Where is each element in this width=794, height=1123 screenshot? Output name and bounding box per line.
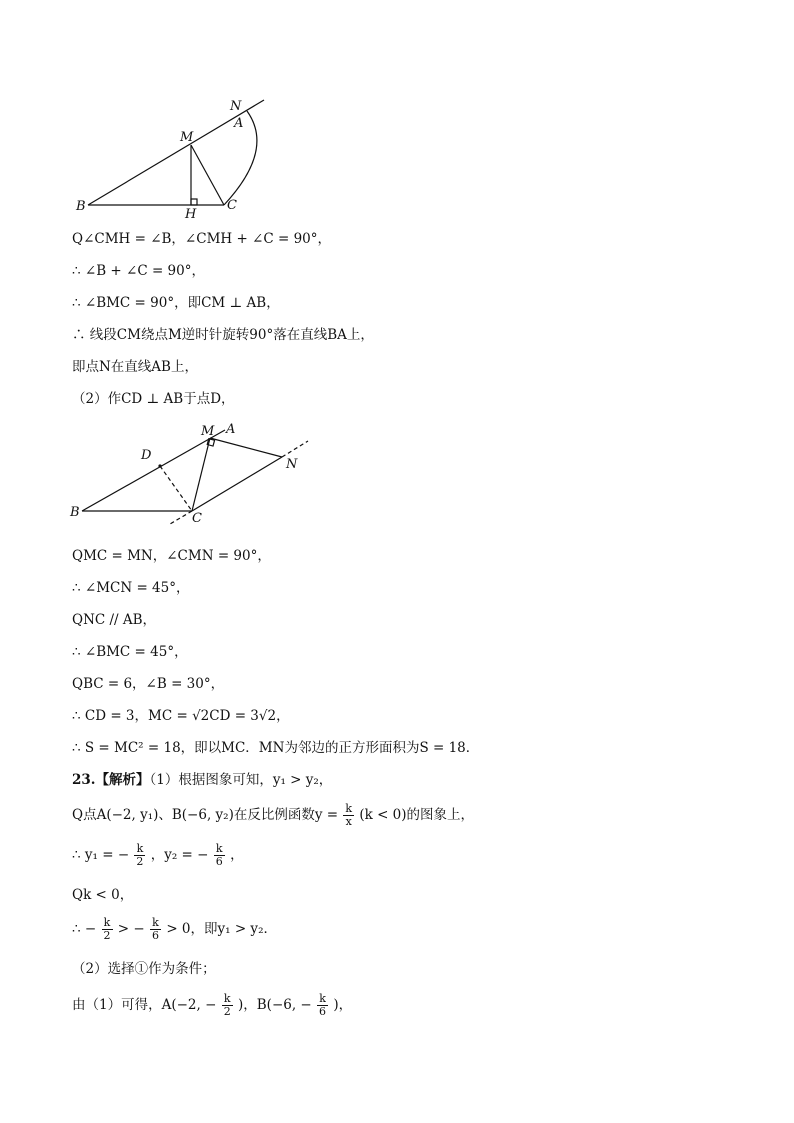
line-c-d xyxy=(160,466,192,511)
line-c-ext xyxy=(170,511,192,524)
label-b: B xyxy=(70,505,80,520)
fraction: $\frac{k}{2}$ xyxy=(136,842,144,868)
label-m: M xyxy=(180,130,194,145)
text-line: ∴ ∠B + ∠C = 90°， xyxy=(72,263,205,279)
q23-text: ∴ − xyxy=(72,921,97,937)
fraction: $\frac{k}{2}$ xyxy=(223,992,231,1018)
q23-text: 由（1）可得，A(−2, − xyxy=(72,997,217,1013)
text-line: ∴ ∠BMC = 45°， xyxy=(72,644,188,660)
q23-text: ，y₂ = − xyxy=(150,847,209,863)
label-c: C xyxy=(192,511,202,526)
label-m: M xyxy=(201,424,215,439)
q23-line-3 xyxy=(72,840,244,870)
text-line: ∴ CD = 3，MC = √2CD = 3√2， xyxy=(72,708,290,724)
fraction: $\frac{k}{6}$ xyxy=(215,842,223,868)
q23-line-6: （2）选择①作为条件； xyxy=(72,961,216,977)
line-m-n xyxy=(210,438,282,457)
q23-line-7 xyxy=(72,990,352,1020)
q23-tag: 【解析】 xyxy=(95,772,150,788)
line-b-a xyxy=(82,430,225,511)
text-line: Q∠CMH = ∠B，∠CMH + ∠C = 90°， xyxy=(72,231,332,247)
q23-text: > − xyxy=(117,921,145,937)
q23-text: ， xyxy=(230,847,244,863)
line-c-n xyxy=(192,457,282,511)
right-angle-mark xyxy=(207,439,214,446)
point-d xyxy=(158,464,161,467)
fraction: $\frac{k}{6}$ xyxy=(152,916,160,942)
text-line: ∴ ∠BMC = 90°，即CM ⊥ AB， xyxy=(72,295,280,311)
text-line: ∴ S = MC² = 18，即以MC．MN为邻边的正方形面积为S = 18． xyxy=(72,740,480,756)
label-n: N xyxy=(286,457,298,472)
q23-text: ∴ y₁ = − xyxy=(72,847,130,863)
text-line: QBC = 6，∠B = 30°， xyxy=(72,676,225,692)
figure-1 xyxy=(60,90,290,225)
line-m-c xyxy=(191,145,224,205)
label-a: A xyxy=(234,116,244,131)
text-line: ∴ 线段CM绕点M逆时针旋转90°落在直线BA上， xyxy=(72,327,374,343)
fraction: $\frac{k}{6}$ xyxy=(319,992,327,1018)
q23-text: Q点A(−2, y₁)、B(−6, y₂)在反比例函数y = xyxy=(72,807,339,823)
text-line: 即点N在直线AB上， xyxy=(72,359,198,375)
label-d: D xyxy=(141,448,152,463)
q23-text: )，B(−6, − xyxy=(238,997,312,1013)
text-line: ∴ ∠MCN = 45°， xyxy=(72,580,190,596)
label-a: A xyxy=(226,422,236,437)
text-line: （2）作CD ⊥ AB于点D， xyxy=(72,391,235,407)
q23-text: > 0，即y₁ > y₂． xyxy=(166,921,277,937)
fraction: $\frac{k}{2}$ xyxy=(103,916,111,942)
q23-line-2 xyxy=(72,802,474,828)
label-c: C xyxy=(227,198,237,213)
text-line: QNC // AB， xyxy=(72,612,157,628)
q23-text: (k < 0)的图象上， xyxy=(359,807,475,823)
line-m-c xyxy=(192,438,210,511)
figure-2 xyxy=(60,418,320,533)
right-angle-mark xyxy=(191,199,197,205)
q23-text: )， xyxy=(333,997,353,1013)
fraction-k-over-x: $\frac{k}{x}$ xyxy=(345,802,353,828)
label-b: B xyxy=(76,199,86,214)
label-n: N xyxy=(230,99,242,114)
label-h: H xyxy=(185,207,197,222)
q23-line-1 xyxy=(72,771,332,789)
q23-line-5 xyxy=(72,914,277,944)
q23-text: （1）根据图象可知，y₁ > y₂， xyxy=(149,772,333,788)
q23-line-4: Qk < 0， xyxy=(72,887,134,903)
q23-number: 23. xyxy=(72,772,96,788)
text-line: QMC = MN，∠CMN = 90°， xyxy=(72,548,271,564)
line-n-ext xyxy=(282,441,308,457)
